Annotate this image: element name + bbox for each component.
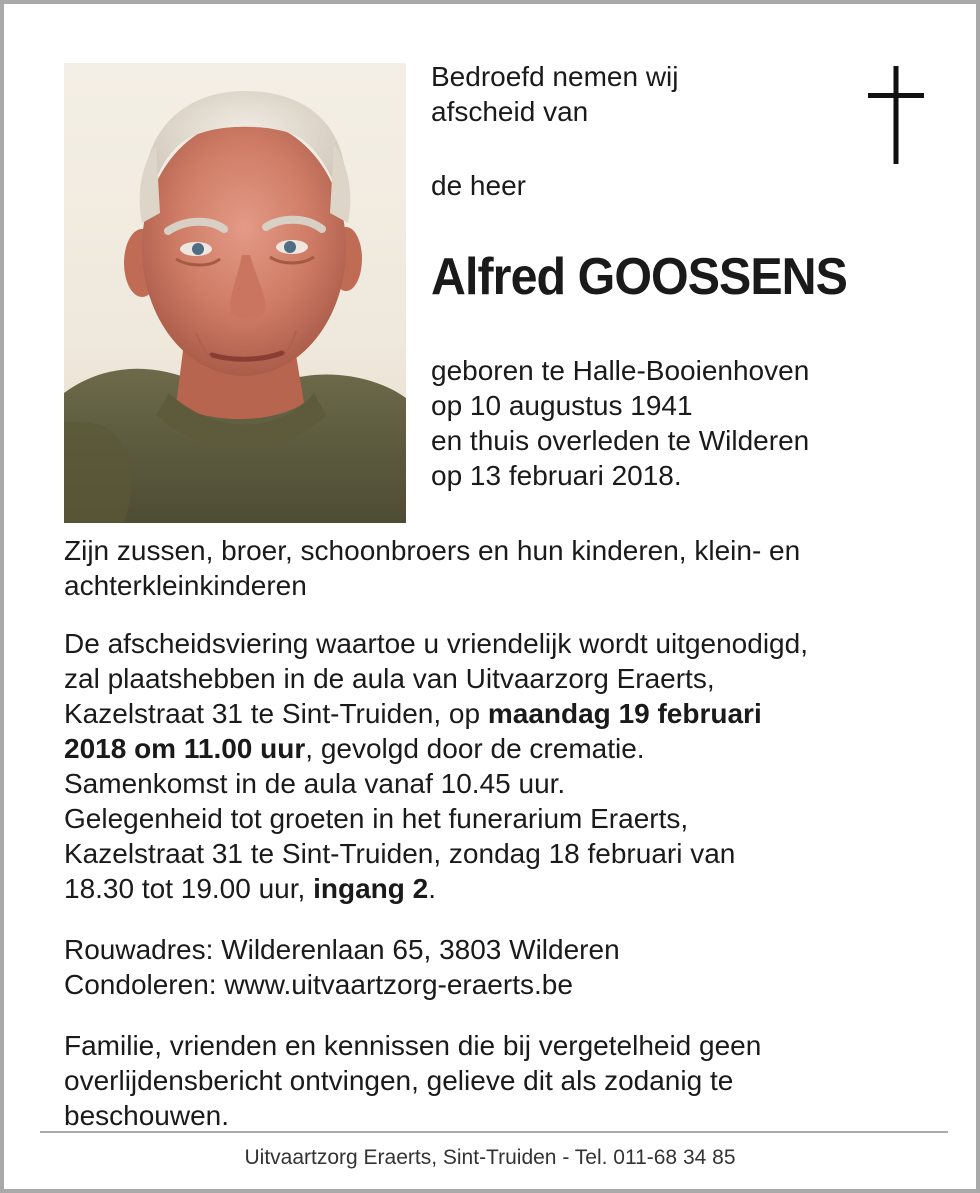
intro-line-1: Bedroefd nemen wij <box>431 61 679 92</box>
ceremony-line-2: zal plaatshebben in de aula van Uitvaarzorg Eraerts, <box>64 663 715 694</box>
ceremony-line-4 <box>64 731 645 766</box>
visiting-hours: 18.30 tot 19.00 uur, <box>64 873 314 904</box>
ceremony-time: 2018 om 11.00 uur <box>64 733 306 764</box>
closing-line-3: beschouwen. <box>64 1100 230 1131</box>
ceremony-location: Kazelstraat 31 te Sint-Truiden, op <box>64 698 488 729</box>
bio-line-2: op 10 augustus 1941 <box>431 390 693 421</box>
entrance: ingang 2 <box>313 873 429 904</box>
ceremony-line-8 <box>64 871 436 906</box>
bio-line-3: en thuis overleden te Wilderen <box>431 425 810 456</box>
ceremony-line-5: Samenkomst in de aula vanaf 10.45 uur. <box>64 768 566 799</box>
closing-line-1: Familie, vrienden en kennissen die bij vergetelheid geen <box>64 1030 762 1061</box>
mourning-address: Rouwadres: Wilderenlaan 65, 3803 Wilderen <box>64 934 620 965</box>
portrait-photo <box>64 63 406 523</box>
ceremony-line-7: Kazelstraat 31 te Sint-Truiden, zondag 18 februari van <box>64 838 736 869</box>
cross-icon <box>866 66 926 164</box>
family-line-1: Zijn zussen, broer, schoonbroers en hun kinderen, klein- en <box>64 535 801 566</box>
ceremony-cremation: , gevolgd door de crematie. <box>305 733 645 764</box>
ceremony-line-3 <box>64 696 762 731</box>
ceremony-line-1: De afscheidsviering waartoe u vriendelijk wordt uitgenodigd, <box>64 628 808 659</box>
intro-line-2: afscheid van <box>431 96 589 127</box>
condolences-link[interactable]: Condoleren: www.uitvaartzorg-eraerts.be <box>64 969 573 1000</box>
ceremony-date: maandag 19 februari <box>487 698 762 729</box>
salutation: de heer <box>431 170 526 201</box>
family-line-2: achterkleinkinderen <box>64 570 307 601</box>
ceremony-line-6: Gelegenheid tot groeten in het funerarium Eraerts, <box>64 803 689 834</box>
deceased-name: Alfred GOOSSENS <box>431 248 848 306</box>
footer: Uitvaartzorg Eraerts, Sint-Truiden - Tel. 011-68 34 85 <box>244 1146 736 1169</box>
period: . <box>428 873 436 904</box>
footer-divider <box>40 1131 948 1133</box>
bio-line-4: op 13 februari 2018. <box>431 460 682 491</box>
bio-line-1: geboren te Halle-Booienhoven <box>431 355 810 386</box>
closing-line-2: overlijdensbericht ontvingen, gelieve dit als zodanig te <box>64 1065 734 1096</box>
